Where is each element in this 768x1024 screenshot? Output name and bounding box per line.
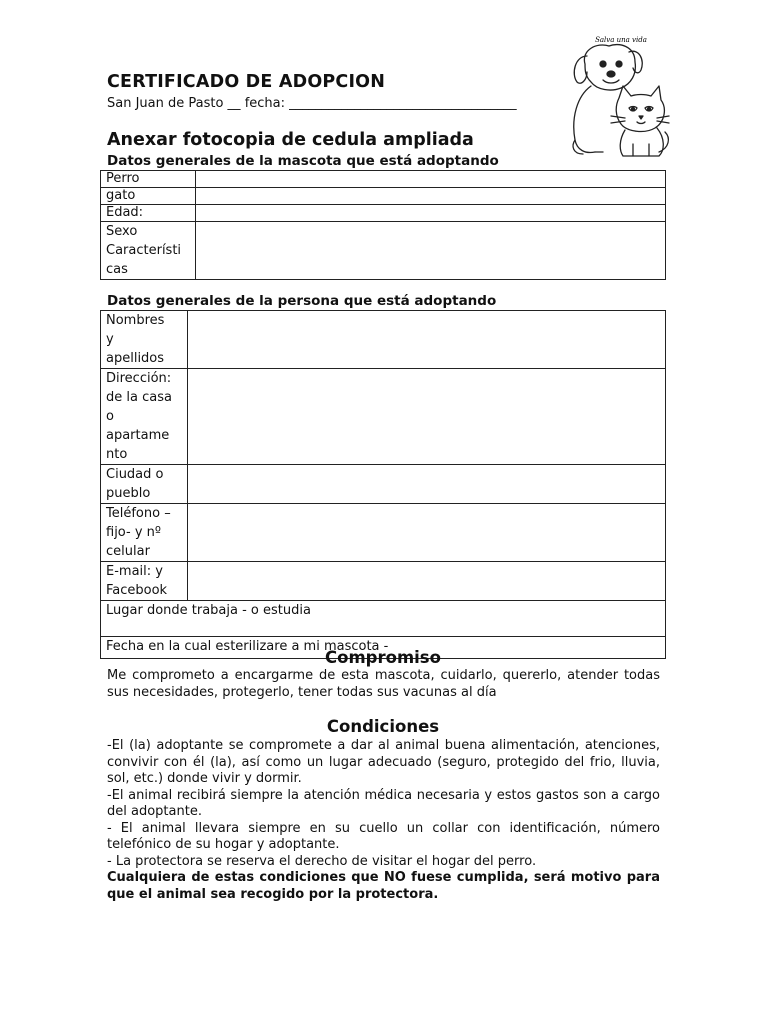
commitment-heading: Compromiso bbox=[325, 648, 441, 667]
illustration-caption: Salva una vida bbox=[595, 36, 647, 44]
person-row-field[interactable] bbox=[188, 465, 666, 504]
pet-row-label: Perro bbox=[101, 171, 196, 188]
annex-heading: Anexar fotocopia de cedula ampliada bbox=[107, 130, 474, 150]
dog-and-cat-illustration-icon bbox=[563, 34, 673, 164]
condition-item: -El (la) adoptante se compromete a dar al animal buena alimentación, atenciones, convivir con él (la), así como un lugar adecuado (seguro, protegido del frio, lluvia, sol, etc.) donde vivir y dormir. bbox=[107, 738, 660, 786]
place-and-date-line: San Juan de Pasto __ fecha: ___________________________________ bbox=[107, 96, 517, 111]
table-row bbox=[101, 504, 666, 562]
person-row-label: E-mail: y Facebook bbox=[101, 562, 188, 601]
sterilization-date-field[interactable]: Fecha en la cual esterilizare a mi mascota - bbox=[101, 637, 666, 659]
table-row bbox=[101, 311, 666, 369]
condition-item: - La protectora se reserva el derecho de visitar el hogar del perro. bbox=[107, 853, 537, 869]
pet-row-label: gato bbox=[101, 188, 196, 205]
person-row-label: Dirección: de la casa o apartame nto bbox=[101, 369, 188, 465]
person-row-label: Teléfono – fijo- y nº celular bbox=[101, 504, 188, 562]
commitment-text: Me comprometo a encargarme de esta mascota, cuidarlo, quererlo, atender todas sus necesidades, protegerlo, tener todas sus vacunas al día bbox=[107, 668, 660, 700]
document-title: CERTIFICADO DE ADOPCION bbox=[107, 72, 386, 92]
work-or-study-field[interactable]: Lugar donde trabaja - o estudia bbox=[101, 601, 666, 637]
condition-item: - El animal llevara siempre en su cuello un collar con identificación, número telefónico de su hogar y adoptante. bbox=[107, 820, 660, 852]
conditions-heading: Condiciones bbox=[326, 717, 440, 736]
pet-row-field[interactable] bbox=[196, 222, 666, 280]
person-row-label: Nombres y apellidos bbox=[101, 311, 188, 369]
table-row bbox=[101, 222, 666, 280]
table-row bbox=[101, 171, 666, 188]
person-row-field[interactable] bbox=[188, 369, 666, 465]
table-row bbox=[101, 188, 666, 205]
conditions-list bbox=[107, 738, 660, 903]
person-data-table bbox=[100, 310, 666, 659]
table-row bbox=[101, 562, 666, 601]
conditions-warning: Cualquiera de estas condiciones que NO fuese cumplida, será motivo para que el animal sea recogido por la protectora. bbox=[107, 870, 660, 902]
person-row-field[interactable] bbox=[188, 311, 666, 369]
pet-row-field[interactable] bbox=[196, 188, 666, 205]
person-row-label: Ciudad o pueblo bbox=[101, 465, 188, 504]
person-row-field[interactable] bbox=[188, 504, 666, 562]
person-row-field[interactable] bbox=[188, 562, 666, 601]
person-section-heading: Datos generales de la persona que está adoptando bbox=[107, 293, 497, 309]
pet-data-table bbox=[100, 170, 666, 280]
pet-section-heading: Datos generales de la mascota que está adoptando bbox=[107, 153, 499, 169]
pet-row-field[interactable] bbox=[196, 171, 666, 188]
condition-item: -El animal recibirá siempre la atención médica necesaria y estos gastos son a cargo del adoptante. bbox=[107, 787, 660, 819]
pet-row-field[interactable] bbox=[196, 205, 666, 222]
pet-row-label: Edad: bbox=[101, 205, 196, 222]
table-row bbox=[101, 369, 666, 465]
table-row bbox=[101, 205, 666, 222]
table-row bbox=[101, 465, 666, 504]
table-row bbox=[101, 601, 666, 637]
pet-row-label: Sexo Característi cas bbox=[101, 222, 196, 280]
